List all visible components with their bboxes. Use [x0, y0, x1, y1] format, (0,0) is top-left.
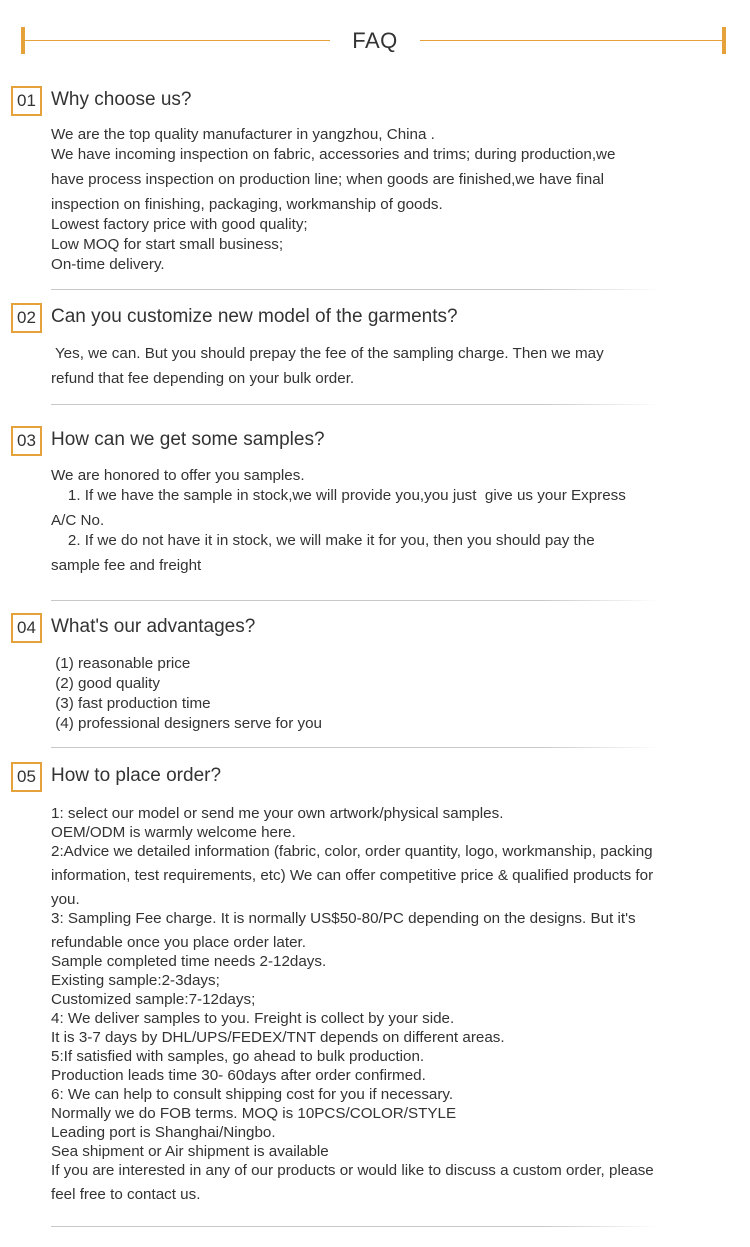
- section-divider: [51, 404, 661, 405]
- answer-line: 1: select our model or send me your own artwork/physical samples.: [51, 805, 504, 822]
- section-divider: [51, 600, 661, 601]
- answer-line: We are honored to offer you samples.: [51, 467, 305, 484]
- answer-line: We have incoming inspection on fabric, accessories and trims; during production,we: [51, 146, 616, 163]
- answer-line: 6: We can help to consult shipping cost for you if necessary.: [51, 1086, 454, 1103]
- answer-line: feel free to contact us.: [51, 1186, 201, 1203]
- answer-line: inspection on finishing, packaging, workmanship of goods.: [51, 196, 443, 213]
- section-divider: [51, 1226, 661, 1227]
- answer-line: refund that fee depending on your bulk order.: [51, 370, 355, 387]
- answer-line: 3: Sampling Fee charge. It is normally US$50-80/PC depending on the designs. But it's: [51, 910, 636, 927]
- answer-line: refundable once you place order later.: [51, 934, 306, 951]
- answer-line: A/C No.: [51, 512, 105, 529]
- answer-line: Sea shipment or Air shipment is available: [51, 1143, 329, 1160]
- answer-line: If you are interested in any of our products or would like to discuss a custom order, please: [51, 1162, 654, 1179]
- question-title: Why choose us?: [51, 89, 192, 110]
- question-title: How to place order?: [51, 765, 222, 786]
- answer-line: 2. If we do not have it in stock, we will make it for you, then you should pay the: [51, 532, 595, 549]
- answer-text: [51, 655, 322, 735]
- answer-line: (2) good quality: [51, 675, 160, 692]
- page-title: FAQ: [352, 28, 398, 53]
- question-number-badge: 01: [11, 86, 42, 116]
- answer-line: Production leads time 30- 60days after order confirmed.: [51, 1067, 426, 1084]
- answer-line: (1) reasonable price: [51, 655, 191, 672]
- answer-line: 5:If satisfied with samples, go ahead to bulk production.: [51, 1048, 425, 1065]
- section-divider: [51, 289, 661, 290]
- answer-line: (4) professional designers serve for you: [51, 715, 322, 732]
- answer-line: Customized sample:7-12days;: [51, 991, 256, 1008]
- answer-line: Existing sample:2-3days;: [51, 972, 220, 989]
- question-title: Can you customize new model of the garments?: [51, 306, 458, 327]
- question-number-badge: 05: [11, 762, 42, 792]
- answer-line: Leading port is Shanghai/Ningbo.: [51, 1124, 276, 1141]
- answer-line: Sample completed time needs 2-12days.: [51, 953, 327, 970]
- question-number-badge: 02: [11, 303, 42, 333]
- header-left-rule: [24, 40, 330, 41]
- answer-line: Lowest factory price with good quality;: [51, 216, 308, 233]
- answer-line: sample fee and freight: [51, 557, 202, 574]
- answer-line: Low MOQ for start small business;: [51, 236, 284, 253]
- question-number-badge: 04: [11, 613, 42, 643]
- answer-line: 2:Advice we detailed information (fabric, color, order quantity, logo, workmanship, packing: [51, 843, 653, 860]
- header-right-rule: [420, 40, 724, 41]
- answer-line: (3) fast production time: [51, 695, 211, 712]
- answer-line: Yes, we can. But you should prepay the fee of the sampling charge. Then we may: [51, 345, 604, 362]
- answer-line: On-time delivery.: [51, 256, 165, 273]
- answer-line: you.: [51, 891, 80, 908]
- header-right-cap: [722, 27, 726, 54]
- answer-line: 4: We deliver samples to you. Freight is collect by your side.: [51, 1010, 455, 1027]
- answer-text: [51, 805, 654, 1205]
- answer-line: Normally we do FOB terms. MOQ is 10PCS/COLOR/STYLE: [51, 1105, 457, 1122]
- answer-text: [51, 126, 615, 276]
- faq-header: [0, 0, 750, 80]
- answer-line: 1. If we have the sample in stock,we will provide you,you just give us your Express: [51, 487, 626, 504]
- answer-line: OEM/ODM is warmly welcome here.: [51, 824, 296, 841]
- answer-line: We are the top quality manufacturer in yangzhou, China .: [51, 126, 435, 143]
- answer-line: information, test requirements, etc) We can offer competitive price & qualified products for: [51, 867, 654, 884]
- question-title: How can we get some samples?: [51, 429, 325, 450]
- section-divider: [51, 747, 661, 748]
- question-number-badge: 03: [11, 426, 42, 456]
- answer-line: have process inspection on production line; when goods are finished,we have final: [51, 171, 605, 188]
- answer-line: It is 3-7 days by DHL/UPS/FEDEX/TNT depends on different areas.: [51, 1029, 505, 1046]
- answer-text: [51, 467, 626, 577]
- question-title: What's our advantages?: [51, 616, 256, 637]
- answer-text: [51, 345, 604, 390]
